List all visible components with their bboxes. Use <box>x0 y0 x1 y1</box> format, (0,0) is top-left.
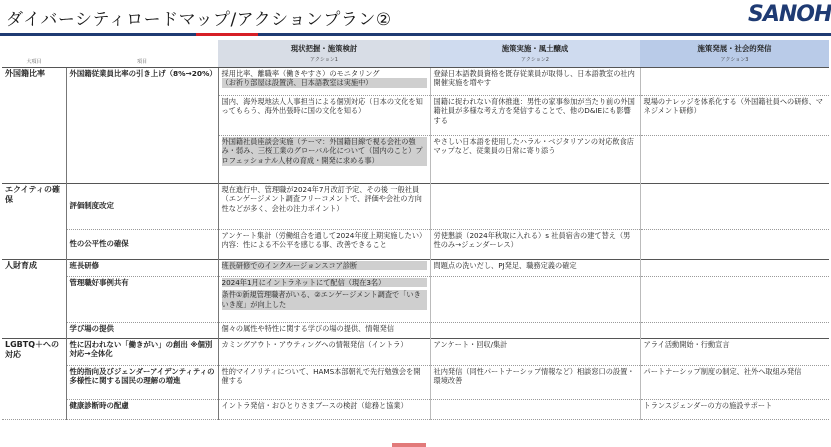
cell-health-p1: イントラ発信・おひとりさまブースの検討（総務と協業） <box>218 399 430 419</box>
cell-fair-p2: 労使懇談（2024年秋取に入れる）s 社員宿舎の建て替え（男性のみ→ジェンダーレス） <box>430 229 640 259</box>
table-row <box>2 67 829 95</box>
cell-case-p2 <box>430 276 640 322</box>
phase1-sub: アクション1 <box>310 56 338 63</box>
cell-eval-p3 <box>640 183 829 229</box>
phase3-label: 施策発展・社会的発信 <box>697 44 772 53</box>
column-header-phase1 <box>218 40 430 67</box>
item-leader-training: 班長研修 <box>66 259 218 276</box>
cell-foreign-p2-b: 国籍に捉われない育休推進：男性の家事参加が当たり前の外国籍社員が多様な考え方を発信することで、他のD&IEにも影響する <box>430 95 640 135</box>
item-health-check: 健康診断時の配慮 <box>66 399 218 419</box>
column-header-category: 大項目 <box>2 40 66 67</box>
cell-case-p1 <box>218 276 430 322</box>
item-fairness: 性の公平性の確保 <box>66 229 218 259</box>
phase2-label: 施策実施・風土醸成 <box>501 44 569 53</box>
cell-foreign-p3-b: 現場のナレッジを体系化する（外国籍社員への研修、マネジメント研修） <box>640 95 829 135</box>
cell-foreign-p1-c <box>218 135 430 183</box>
footer-accent <box>392 443 426 447</box>
cell-foreign-p1-a <box>218 67 430 95</box>
cell-learn-p3 <box>640 322 829 338</box>
column-header-phase2 <box>430 40 640 67</box>
phase2-sub: アクション2 <box>521 56 549 63</box>
cell-free-p1: カミングアウト・アウティングへの情報発信（イントラ） <box>218 338 430 365</box>
category-equity: エクイティの確保 <box>2 183 66 259</box>
phase3-sub: アクション3 <box>720 56 749 63</box>
cell-learn-p1: 個々の属性や特性に関する学びの場の提供、情報発信 <box>218 322 430 338</box>
foreign-p1-a-note: （お祈り部屋は設置済、日本語教室は実施中） <box>222 78 427 88</box>
item-case-sharing: 管理職好事例共有 <box>66 276 218 322</box>
case-p1-a-text: 2024年1月にイントラネットにて配信（現在3名） <box>222 278 427 288</box>
foreign-p1-c-text: 外国籍社員座談会実施（テーマ：外国籍目線で視る会社の強み・弱み、三桜工業のグローバル化について（国内のこと）プロフェッショナル人材の育成・開発に求める事） <box>222 137 427 166</box>
cell-eval-p1: 現在進行中、管理職が2024年7月改訂予定、その後 一般社員（エンゲージメント調査フリーコメントで、評価や会社の方向性などが多く、会社の注力ポイント） <box>218 183 430 229</box>
leader-p1-text: 班長研修でのインクルージョンスコア診断 <box>222 261 427 271</box>
cell-leader-p3 <box>640 259 829 276</box>
table-row <box>2 259 829 276</box>
cell-sogi-p2: 社内発信（同性パートナーシップ情報など）相談窓口の設置・環境改善 <box>430 365 640 399</box>
item-foreign-ratio: 外国籍従業員比率の引き上げ（8%→20%） <box>66 67 218 183</box>
table-row <box>2 229 829 259</box>
cell-leader-p2: 問題点の洗いだし、PJ発足、職務定義の確定 <box>430 259 640 276</box>
column-header-item: 項目 <box>66 40 218 67</box>
table-row <box>2 399 829 419</box>
foreign-p1-a-text: 採用比率、離職率（働きやすさ）のモニタリング <box>221 68 380 78</box>
category-hr: 人財育成 <box>2 259 66 338</box>
category-lgbtq: LGBTQ＋への対応 <box>2 338 66 419</box>
cell-free-p2: アンケート・回収/集計 <box>430 338 640 365</box>
category-foreign: 外国籍比率 <box>2 67 66 183</box>
case-p1-b-text: 条件①新規管理職者がいる、②エンゲージメント調査で「いきいき度」が向上した <box>222 290 427 309</box>
phase1-label: 現状把握・施策検討 <box>290 44 358 53</box>
cell-case-p3 <box>640 276 829 322</box>
table-row <box>2 276 829 322</box>
cell-sogi-p3: パートナーシップ制度の制定、社外へ取組み発信 <box>640 365 829 399</box>
cell-foreign-p3-a <box>640 67 829 95</box>
roadmap-table <box>2 40 829 420</box>
item-gender-free: 性に囚われない「働きがい」の創出 ※個別対応→全体化 <box>66 338 218 365</box>
item-evaluation: 評価制度改定 <box>66 183 218 229</box>
cell-foreign-p3-c <box>640 135 829 183</box>
cell-learn-p2 <box>430 322 640 338</box>
cell-fair-p1: アンケート集計（労働組合を通して2024年度上期実施したい）内容：性による不公平を感じる事、改善できること <box>218 229 430 259</box>
cell-health-p2 <box>430 399 640 419</box>
cell-sogi-p1: 性的マイノリティについて、HAMS本部朝礼で先行勉強会を開催する <box>218 365 430 399</box>
cell-foreign-p2-c: やさしい日本語を使用したハラル・ベジタリアンの対応飲食店マップなど、従業員の日常に寄り添う <box>430 135 640 183</box>
cell-leader-p1 <box>218 259 430 276</box>
table-row <box>2 338 829 365</box>
table-row <box>2 365 829 399</box>
cell-foreign-p1-b: 国内、海外現地法人人事担当による個別対応（日本の文化を知ってもらう、海外出張時に国の文化を知る） <box>218 95 430 135</box>
page-title: ダイバーシティロードマップ/アクションプラン② <box>6 10 392 30</box>
table-row <box>2 322 829 338</box>
column-header-phase3 <box>640 40 829 67</box>
cell-eval-p2 <box>430 183 640 229</box>
title-divider-accent <box>196 33 258 36</box>
cell-free-p3: アライ活動開始・行動宣言 <box>640 338 829 365</box>
cell-foreign-p2-a: 登録日本語教員資格を既存従業員が取得し、日本語教室の社内開催実施を増やす <box>430 67 640 95</box>
title-divider <box>0 33 831 36</box>
cell-fair-p3 <box>640 229 829 259</box>
company-logo: SANOH <box>748 2 831 27</box>
item-sogi: 性的指向及びジェンダーアイデンティティの多様性に関する国民の理解の増進 <box>66 365 218 399</box>
item-learning: 学び場の提供 <box>66 322 218 338</box>
table-row <box>2 183 829 229</box>
cell-health-p3: トランスジェンダーの方の施設サポート <box>640 399 829 419</box>
